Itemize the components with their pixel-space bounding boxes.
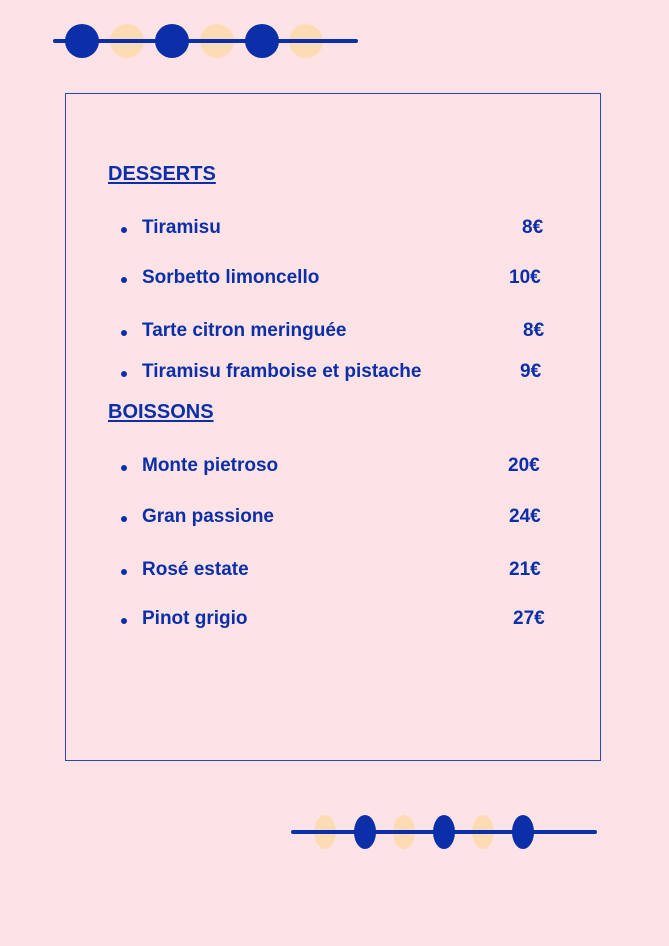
item-name: Pinot grigio (142, 608, 248, 629)
bullet-icon (121, 465, 127, 471)
item-price: 27€ (513, 608, 545, 629)
item-name: Sorbetto limoncello (142, 267, 320, 288)
decor-dot (512, 815, 534, 849)
decor-dot (245, 24, 279, 58)
bullet-icon (121, 330, 127, 336)
desserts-heading: DESSERTS (108, 163, 216, 185)
bottom-decoration (0, 800, 669, 870)
menu-item (121, 217, 551, 241)
bullet-icon (121, 618, 127, 624)
menu-item (121, 506, 551, 530)
item-name: Monte pietroso (142, 455, 279, 476)
item-name: Tiramisu framboise et pistache (142, 361, 422, 382)
item-price: 8€ (522, 217, 544, 238)
item-name: Tarte citron meringuée (142, 320, 347, 341)
bullet-icon (121, 371, 127, 377)
menu-item (121, 559, 551, 583)
menu-item (121, 455, 551, 479)
item-price: 9€ (520, 361, 542, 382)
bullet-icon (121, 227, 127, 233)
decor-dot (65, 24, 99, 58)
item-name: Gran passione (142, 506, 274, 527)
menu-item (121, 320, 551, 344)
menu-card (65, 93, 601, 761)
bullet-icon (121, 569, 127, 575)
decor-dot (354, 815, 376, 849)
menu-item (121, 361, 551, 385)
item-price: 24€ (509, 506, 541, 527)
top-decoration (0, 0, 669, 80)
decor-dot (155, 24, 189, 58)
item-name: Tiramisu (142, 217, 221, 238)
bullet-icon (121, 277, 127, 283)
item-name: Rosé estate (142, 559, 249, 580)
boissons-heading: BOISSONS (108, 401, 214, 423)
menu-item (121, 267, 551, 291)
item-price: 8€ (523, 320, 545, 341)
decor-dot (433, 815, 455, 849)
item-price: 20€ (508, 455, 540, 476)
item-price: 10€ (509, 267, 541, 288)
bullet-icon (121, 516, 127, 522)
item-price: 21€ (509, 559, 541, 580)
menu-item (121, 608, 551, 632)
